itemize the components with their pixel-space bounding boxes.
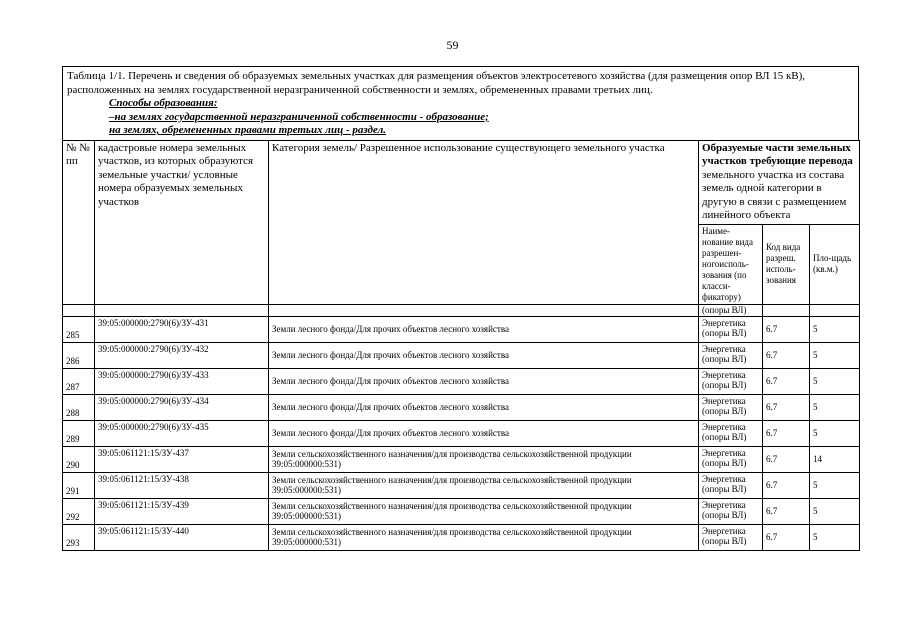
row-use: Энергетика (опоры ВЛ) [699, 472, 763, 498]
row-cadastral: 39:05:000000:2790(6)/ЗУ-431 [95, 316, 269, 342]
row-num: 287 [63, 368, 95, 394]
land-plots-table [62, 140, 860, 551]
page-number: 59 [446, 38, 459, 52]
row-code: 6.7 [763, 316, 810, 342]
row-area: 14 [810, 446, 860, 472]
header-parts-rest: земельного участка из состава земель одной категории в другую в связи с размещением линейного объекта [702, 168, 847, 221]
subheader-use-name: Наиме-нование вида разрешен-ногоисполь-зования (по класси-фикатору) [699, 224, 763, 304]
carry-over-cell-empty [763, 304, 810, 316]
row-code: 6.7 [763, 342, 810, 368]
row-num: 290 [63, 446, 95, 472]
header-num: № № пп [63, 140, 95, 304]
carry-over-use: (опоры ВЛ) [699, 304, 763, 316]
methods-heading: Способы образования: [109, 97, 218, 109]
header-parts-bold: Образуемые части земельных участков требующие перевода [702, 141, 853, 167]
row-use: Энергетика (опоры ВЛ) [699, 342, 763, 368]
row-area: 5 [810, 420, 860, 446]
method-2: на землях, обремененных правами третьих лиц - раздел. [109, 124, 386, 136]
header-category: Категория земель/ Разрешенное использование существующего земельного участка [269, 140, 699, 304]
row-code: 6.7 [763, 368, 810, 394]
table-row [63, 394, 860, 420]
row-category: Земли сельскохозяйственного назначения/для производства сельскохозяйственной продукции 39:05:000000:531) [269, 498, 699, 524]
table-row [63, 420, 860, 446]
table-row [63, 524, 860, 550]
row-cadastral: 39:05:000000:2790(6)/ЗУ-435 [95, 420, 269, 446]
row-use: Энергетика (опоры ВЛ) [699, 420, 763, 446]
row-category: Земли лесного фонда/Для прочих объектов лесного хозяйства [269, 342, 699, 368]
row-category: Земли сельскохозяйственного назначения/для производства сельскохозяйственной продукции 39:05:000000:531) [269, 524, 699, 550]
row-cadastral: 39:05:061121:15/ЗУ-437 [95, 446, 269, 472]
row-category: Земли лесного фонда/Для прочих объектов лесного хозяйства [269, 368, 699, 394]
row-area: 5 [810, 498, 860, 524]
header-parts [699, 140, 860, 224]
row-area: 5 [810, 524, 860, 550]
carry-over-cell-empty [95, 304, 269, 316]
table-row [63, 316, 860, 342]
carry-over-cell-empty [269, 304, 699, 316]
subheader-code: Код вида разреш. исполь-зования [763, 224, 810, 304]
carry-over-cell-empty [63, 304, 95, 316]
method-1: –на землях государственной неразграниченной собственности - образование; [109, 110, 489, 123]
row-area: 5 [810, 394, 860, 420]
table-row [63, 342, 860, 368]
row-num: 292 [63, 498, 95, 524]
table-row [63, 498, 860, 524]
carry-over-row [63, 304, 860, 316]
row-num: 285 [63, 316, 95, 342]
row-code: 6.7 [763, 446, 810, 472]
row-cadastral: 39:05:000000:2790(6)/ЗУ-434 [95, 394, 269, 420]
row-area: 5 [810, 368, 860, 394]
row-cadastral: 39:05:000000:2790(6)/ЗУ-432 [95, 342, 269, 368]
table-frame [62, 66, 859, 551]
row-num: 286 [63, 342, 95, 368]
row-use: Энергетика (опоры ВЛ) [699, 524, 763, 550]
row-use: Энергетика (опоры ВЛ) [699, 446, 763, 472]
row-category: Земли лесного фонда/Для прочих объектов лесного хозяйства [269, 420, 699, 446]
carry-over-cell-empty [810, 304, 860, 316]
table-row [63, 368, 860, 394]
row-code: 6.7 [763, 524, 810, 550]
table-row [63, 446, 860, 472]
header-row [63, 140, 860, 224]
row-category: Земли лесного фонда/Для прочих объектов лесного хозяйства [269, 394, 699, 420]
row-use: Энергетика (опоры ВЛ) [699, 368, 763, 394]
table-caption [62, 66, 859, 140]
row-code: 6.7 [763, 394, 810, 420]
row-use: Энергетика (опоры ВЛ) [699, 316, 763, 342]
row-category: Земли лесного фонда/Для прочих объектов лесного хозяйства [269, 316, 699, 342]
row-area: 5 [810, 342, 860, 368]
subheader-area: Пло-щадь (кв.м.) [810, 224, 860, 304]
row-num: 289 [63, 420, 95, 446]
row-category: Земли сельскохозяйственного назначения/для производства сельскохозяйственной продукции 39:05:000000:531) [269, 446, 699, 472]
row-num: 288 [63, 394, 95, 420]
row-cadastral: 39:05:061121:15/ЗУ-438 [95, 472, 269, 498]
row-use: Энергетика (опоры ВЛ) [699, 498, 763, 524]
row-cadastral: 39:05:000000:2790(6)/ЗУ-433 [95, 368, 269, 394]
table-row [63, 472, 860, 498]
header-cadastral: кадастровые номера земельных участков, из которых образуются земельные участки/ условные номера образуемых земельных участков [95, 140, 269, 304]
row-code: 6.7 [763, 498, 810, 524]
row-num: 293 [63, 524, 95, 550]
table-title: Таблица 1/1. Перечень и сведения об образуемых земельных участках для размещения объектов электросетевого хозяйства (для размещения опор ВЛ 15 кВ), расположенных на землях государственной неразграниченной собственности и землях, обремененных правами третьих лиц. [67, 70, 806, 96]
row-use: Энергетика (опоры ВЛ) [699, 394, 763, 420]
row-category: Земли сельскохозяйственного назначения/для производства сельскохозяйственной продукции 39:05:000000:531) [269, 472, 699, 498]
row-code: 6.7 [763, 472, 810, 498]
row-num: 291 [63, 472, 95, 498]
row-cadastral: 39:05:061121:15/ЗУ-439 [95, 498, 269, 524]
row-code: 6.7 [763, 420, 810, 446]
row-area: 5 [810, 472, 860, 498]
row-cadastral: 39:05:061121:15/ЗУ-440 [95, 524, 269, 550]
row-area: 5 [810, 316, 860, 342]
